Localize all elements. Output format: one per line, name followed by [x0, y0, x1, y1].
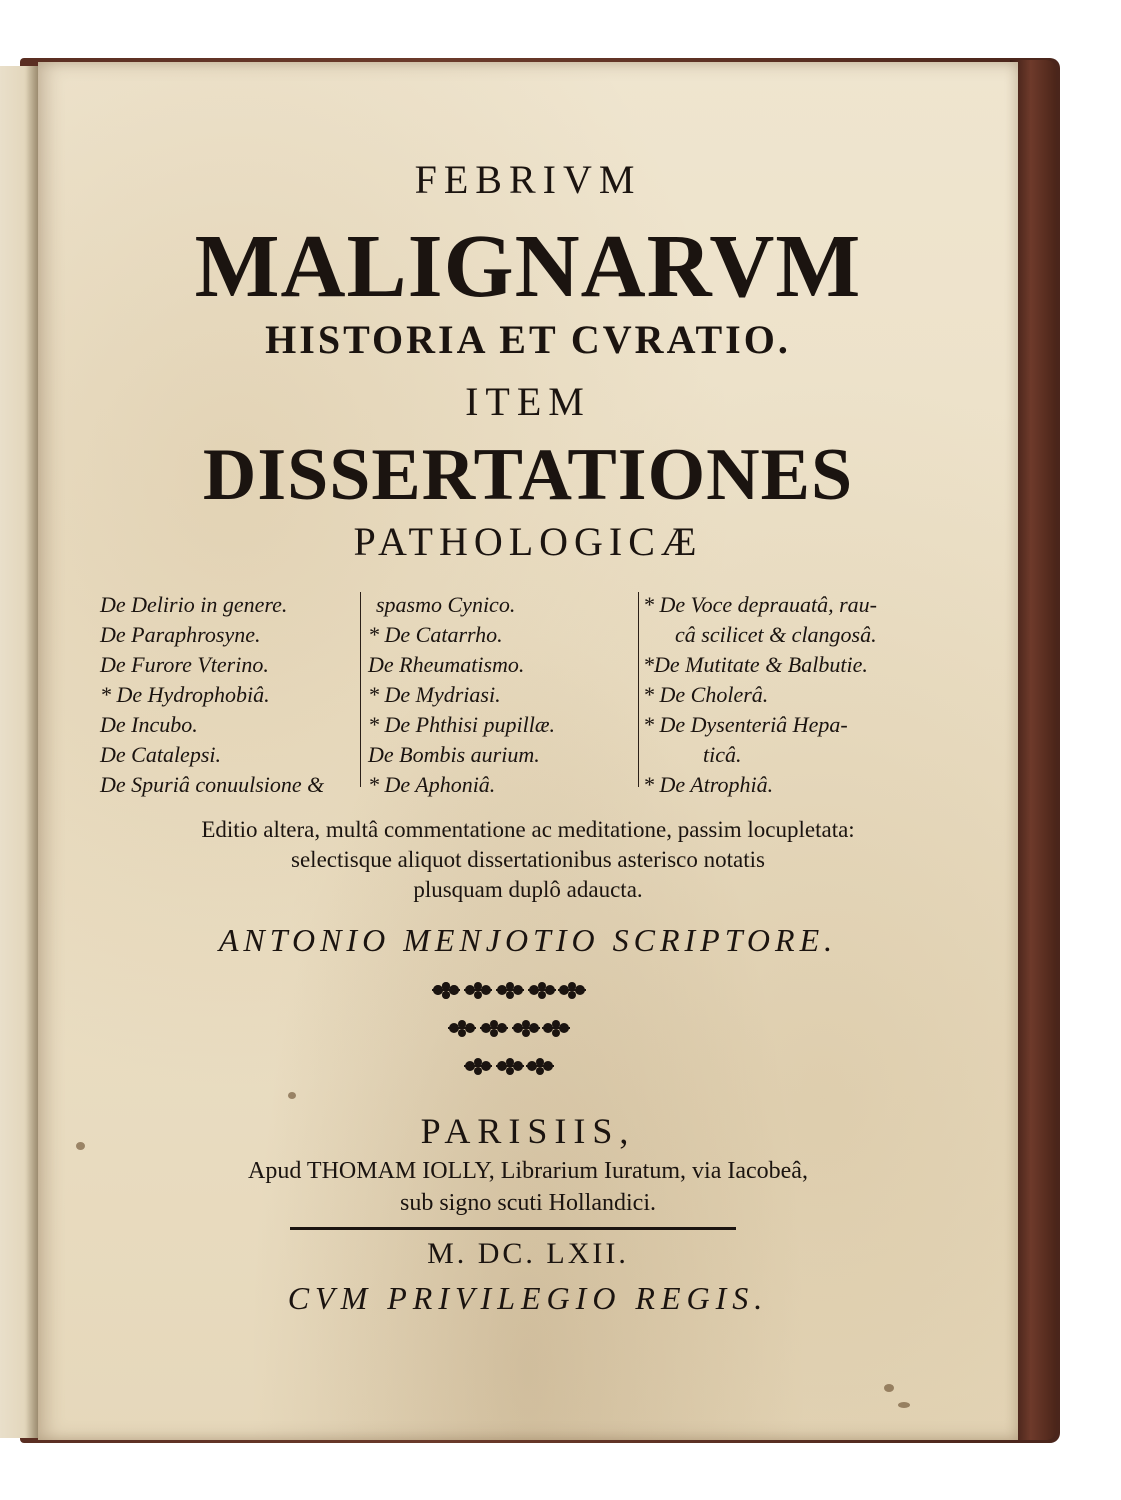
contents-entry: câ scilicet & clangosâ.	[675, 622, 877, 647]
contents-entry: De Catalepsi.	[100, 742, 221, 767]
contents-entry: De Paraphrosyne.	[100, 622, 261, 647]
edition-line-3: plusquam duplô adaucta.	[413, 877, 643, 902]
title-line-pathologicae: PATHOLOGICÆ	[353, 519, 703, 564]
contents-column-2	[368, 590, 633, 800]
paper-stain	[898, 1402, 910, 1408]
contents-entry: ticâ.	[703, 742, 742, 767]
contents-entry: * De Mydriasi.	[368, 682, 501, 707]
contents-entry: spasmo Cynico.	[376, 592, 516, 617]
contents-entry: * De Catarrho.	[368, 622, 503, 647]
contents-entry: De Furore Vterino.	[100, 652, 269, 677]
contents-entry: * De Hydrophobiâ.	[100, 682, 270, 707]
title-line-febrium: FEBRIVM	[414, 157, 642, 202]
author-line: ANTONIO MENJOTIO SCRIPTORE.	[218, 922, 838, 958]
contents-entry: De Delirio in genere.	[100, 592, 288, 617]
title-line-item: ITEM	[465, 379, 591, 424]
contents-entry: * De Dysenteriâ Hepa-	[643, 712, 848, 737]
imprint-rule	[290, 1227, 736, 1230]
column-divider	[360, 592, 361, 787]
paper-stain	[884, 1384, 894, 1392]
edition-line-1: Editio altera, multâ commentatione ac meditatione, passim locupletata:	[201, 817, 855, 842]
imprint-printer-line-1: Apud THOMAM IOLLY, Librarium Iuratum, via Iacobeâ,	[248, 1158, 808, 1184]
contents-entry: De Spuriâ conuulsione &	[100, 772, 325, 797]
contents-entry: De Incubo.	[100, 712, 198, 737]
contents-entry: * De Atrophiâ.	[643, 772, 774, 797]
contents-entry: De Rheumatismo.	[368, 652, 525, 677]
title-page	[38, 62, 1018, 1440]
imprint-date: M. DC. LXII.	[427, 1237, 629, 1270]
royal-privilege: CVM PRIVILEGIO REGIS.	[287, 1280, 769, 1316]
imprint-place: PARISIIS,	[420, 1111, 636, 1151]
contents-entry: * De Phthisi pupillæ.	[368, 712, 555, 737]
contents-entry: * De Cholerâ.	[643, 682, 769, 707]
title-line-dissertationes: DISSERTATIONES	[202, 434, 854, 516]
title-line-malignarum: MALIGNARVM	[194, 217, 862, 316]
contents-entry: *De Mutitate & Balbutie.	[643, 652, 868, 677]
printers-ornament-icon	[428, 980, 588, 1098]
contents-list	[100, 590, 930, 800]
contents-column-1	[100, 590, 360, 800]
title-line-historia: HISTORIA ET CVRATIO.	[265, 317, 791, 362]
contents-column-3	[643, 590, 933, 800]
contents-entry: * De Aphoniâ.	[368, 772, 496, 797]
paper-stain	[76, 1142, 85, 1150]
contents-entry: * De Voce deprauatâ, rau-	[643, 592, 878, 617]
edition-line-2: selectisque aliquot dissertationibus asterisco notatis	[291, 847, 765, 872]
imprint-printer-line-2: sub signo scuti Hollandici.	[400, 1190, 656, 1216]
column-divider	[638, 592, 639, 787]
contents-entry: De Bombis aurium.	[368, 742, 540, 767]
paper-stain	[288, 1092, 296, 1099]
